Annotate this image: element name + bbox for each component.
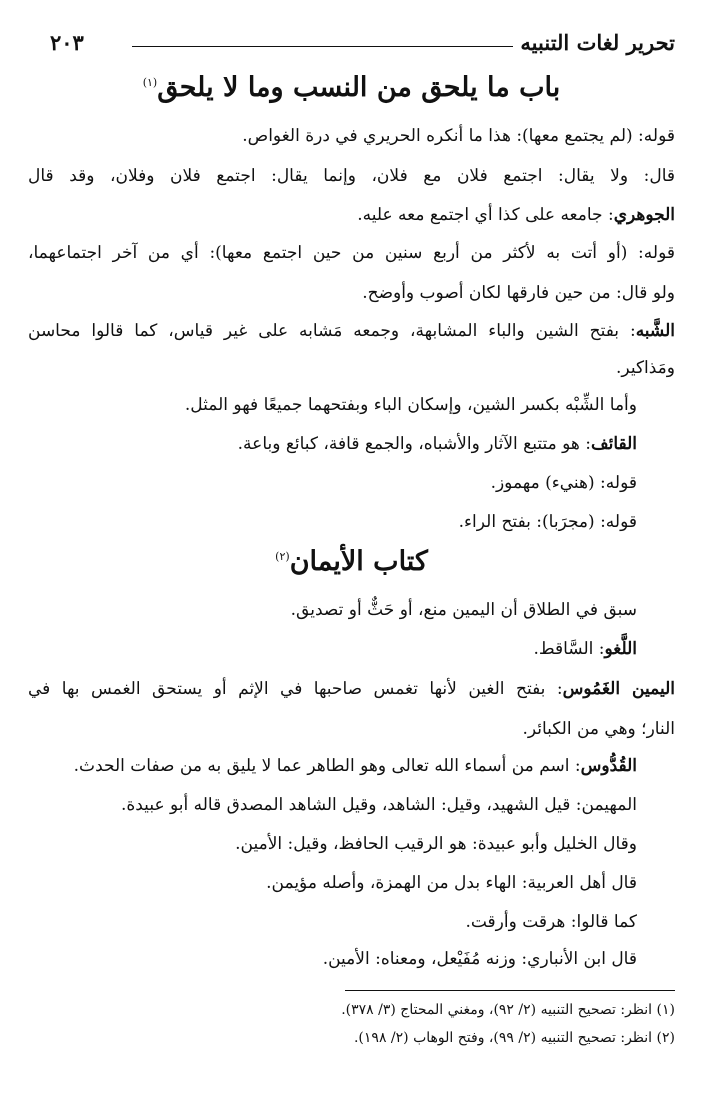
text-line: ولو قال: من حين فارقها لكان أصوب وأوضح. <box>362 283 675 303</box>
page-number: ٢٠٣ <box>50 30 84 55</box>
section-title: كتاب الأيمان <box>289 546 428 577</box>
text-line: قال ابن الأنباري: وزنه مُفَيْعل، ومعناه: الأمين. <box>322 949 637 969</box>
running-header <box>50 30 675 64</box>
text-line: القُدُّوس: اسم من أسماء الله تعالى وهو الطاهر عما لا يليق به من صفات الحدث. <box>73 756 637 776</box>
section-heading-bab <box>28 72 675 103</box>
footnote-marker: (٢) <box>275 550 290 563</box>
headword: اللَّغو <box>604 639 637 659</box>
text-line: المهيمن: قيل الشهيد، وقيل: الشاهد، وقيل الشاهد المصدق قاله أبو عبيدة. <box>120 795 637 815</box>
text-line: ومَذاكير. <box>616 358 675 378</box>
text-line: القائف: هو متتبع الآثار والأشباه، والجمع قافة، كبائع وباعة. <box>237 434 637 454</box>
text-line: النار؛ وهي من الكبائر. <box>522 719 675 739</box>
headword: القائف <box>590 434 637 454</box>
headword: الشَّبه <box>635 321 675 341</box>
footnote: (١) انظر: تصحيح التنبيه (٢/ ٩٢)، ومغني المحتاج (٣/ ٣٧٨). <box>341 1002 675 1018</box>
headword: القُدُّوس <box>580 756 637 776</box>
headword: الجوهري <box>613 205 675 225</box>
footnote: (٢) انظر: تصحيح التنبيه (٢/ ٩٩)، وفتح الوهاب (٢/ ١٩٨). <box>353 1030 675 1046</box>
text-line: اليمين الغَمُوس: بفتح الغين لأنها تغمس صاحبها في الإثم أو يستحق الغمس بها في <box>28 679 675 699</box>
text-line: قال: ولا يقال: اجتمع فلان مع فلان، وإنما يقال: اجتمع فلان وفلان، وقد قال <box>28 166 675 186</box>
text-line: قوله: (أو أتت به لأكثر من أربع سنين من حين اجتمع معها): أي من آخر اجتماعهما، <box>28 243 675 263</box>
headword: اليمين الغَمُوس <box>562 679 675 699</box>
text-line: سبق في الطلاق أن اليمين منع، أو حَثٌّ أو تصديق. <box>290 600 637 620</box>
header-rule <box>132 46 513 47</box>
text-line: قوله: (مجرَبا): بفتح الراء. <box>458 512 637 532</box>
text-line: الجوهري: جامعه على كذا أي اجتمع معه عليه. <box>357 205 675 225</box>
text-line: وأما الشِّبْه بكسر الشين، وإسكان الباء وبفتحهما جميعًا فهو المثل. <box>184 395 637 415</box>
text-line: كما قالوا: هرقت وأرقت. <box>465 912 637 932</box>
header-title: تحرير لغات التنبيه <box>520 30 675 55</box>
text-line: قوله: (هنيء) مهموز. <box>490 473 637 493</box>
footnote-rule <box>345 990 675 991</box>
text-line: قوله: (لم يجتمع معها): هذا ما أنكره الحريري في درة الغواص. <box>242 126 675 146</box>
text-line: اللَّغو: السَّاقط. <box>533 639 637 659</box>
text-line: قال أهل العربية: الهاء بدل من الهمزة، وأصله مؤيمن. <box>266 873 637 893</box>
section-title: باب ما يلحق من النسب وما لا يلحق <box>157 72 561 103</box>
text-line: وقال الخليل وأبو عبيدة: هو الرقيب الحافظ، وقيل: الأمين. <box>235 834 637 854</box>
text-line: الشَّبه: بفتح الشين والباء المشابهة، وجمعه مَشابه على غير قياس، كما قالوا محاسن <box>28 321 675 341</box>
footnote-marker: (١) <box>142 76 158 89</box>
section-heading-kitab <box>28 546 675 577</box>
